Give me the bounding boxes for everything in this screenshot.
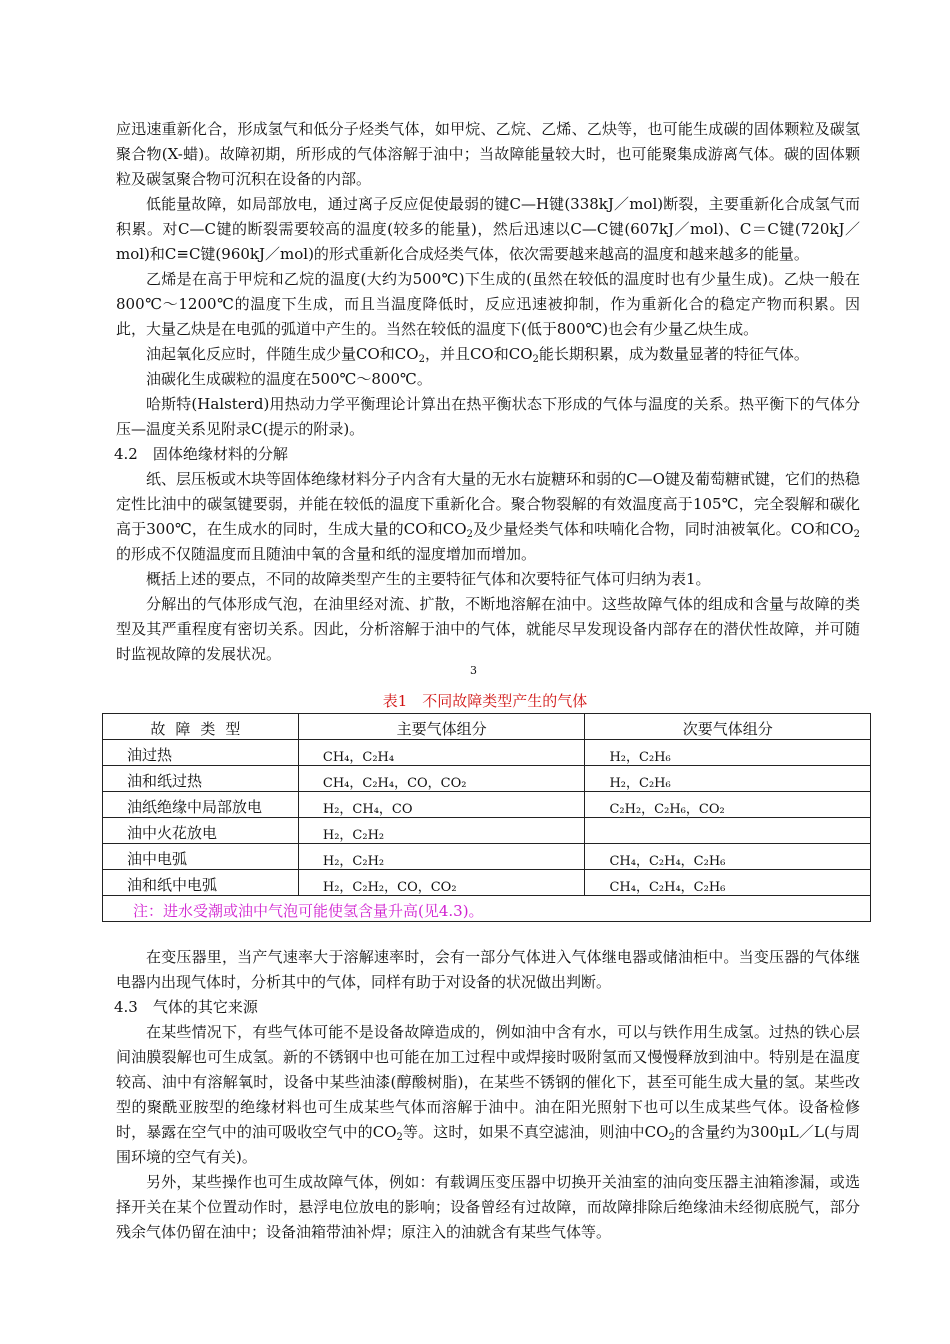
table-row	[103, 740, 871, 766]
paragraph: 概括上述的要点，不同的故障类型产生的主要特征气体和次要特征气体可归纳为表1。	[146, 570, 711, 588]
table-note: 注：进水受潮或油中气泡可能使氢含量升高(见4.3)。	[103, 896, 871, 922]
section-heading: 4.3 气体的其它来源	[114, 998, 258, 1016]
fault-type-cell: 油中火花放电	[103, 818, 299, 844]
paragraph: 另外，某些操作也可生成故障气体，例如：有载调压变压器中切换开关油室的油向变压器主油箱渗漏，或选择开关在某个位置动作时，悬浮电位放电的影响；设备曾经有过故障，而故障排除后绝缘油未经彻底脱气，部分残余气体仍留在油中；设备油箱带油补焊；原注入的油就含有某些气体等。	[116, 1173, 860, 1241]
paragraph: 应迅速重新化合，形成氢气和低分子烃类气体，如甲烷、乙烷、乙烯、乙炔等，也可能生成碳的固体颗粒及碳氢聚合物(X-蜡)。故障初期，所形成的气体溶解于油中；当故障能量较大时，也可能聚集成游离气体。碳的固体颗粒及碳氢聚合物可沉积在设备的内部。	[116, 120, 860, 188]
minor-gas-cell: H₂，C₂H₆	[585, 766, 871, 792]
main-gas-cell: H₂，C₂H₂，CO，CO₂	[298, 870, 585, 896]
fault-gas-table	[102, 713, 871, 922]
fault-type-cell: 油和纸过热	[103, 766, 299, 792]
section-after-table	[116, 945, 860, 1245]
paragraph: 油起氧化反应时，伴随生成少量CO和$CO_2$，并且CO和$CO_2$能长期积累，成为数量显著的特征气体。	[146, 345, 809, 365]
main-gas-cell: H₂，C₂H₂	[298, 818, 585, 844]
fault-type-cell: 油中电弧	[103, 844, 299, 870]
paragraph: 低能量故障，如局部放电，通过离子反应促使最弱的键C—H键(338kJ／mol)断裂，主要重新化合成氢气而积累。对C—C键的断裂需要较高的温度(较多的能量)，然后迅速以C—C键(607kJ／mol)、C＝C键(720kJ／mol)和C≡C键(960kJ／mol)的形式重新化合成烃类气体，依次需要越来越高的温度和越来越多的能量。	[116, 195, 860, 263]
minor-gas-cell: H₂，C₂H₆	[585, 740, 871, 766]
main-gas-cell: CH₄，C₂H₄，CO，CO₂	[298, 766, 585, 792]
fault-type-cell: 油过热	[103, 740, 299, 766]
table-row	[103, 792, 871, 818]
main-gas-cell: H₂，CH₄，CO	[298, 792, 585, 818]
minor-gas-cell	[585, 818, 871, 844]
paragraph: 分解出的气体形成气泡，在油里经对流、扩散，不断地溶解在油中。这些故障气体的组成和含量与故障的类型及其严重程度有密切关系。因此，分析溶解于油中的气体，就能尽早发现设备内部存在的潜伏性故障，并可随时监视故障的发展状况。	[116, 595, 860, 663]
minor-gas-cell: CH₄，C₂H₄，C₂H₆	[585, 870, 871, 896]
paragraph: 在变压器里，当产气速率大于溶解速率时，会有一部分气体进入气体继电器或储油柜中。当变压器的气体继电器内出现气体时，分析其中的气体，同样有助于对设备的状况做出判断。	[116, 948, 860, 991]
table-row	[103, 870, 871, 896]
paragraph: 在某些情况下，有些气体可能不是设备故障造成的，例如油中含有水，可以与铁作用生成氢。过热的铁心层间油膜裂解也可生成氢。新的不锈钢中也可能在加工过程中或焊接时吸附氢而又慢慢释放到油中。特别是在温度较高、油中有溶解氧时，设备中某些油漆(醇酸树脂)，在某些不锈钢的催化下，甚至可能生成大量的氢。某些改型的聚酰亚胺型的绝缘材料也可生成某些气体而溶解于油中。油在阳光照射下也可以生成某些气体。设备检修时，暴露在空气中的油可吸收空气中的$CO_2$等。这时，如果不真空滤油，则油中$CO_2$的含量约为300μL／L(与周围环境的空气有关)。	[116, 1023, 860, 1166]
table-caption: 表1 不同故障类型产生的气体	[382, 692, 588, 710]
page-number: 3	[470, 664, 477, 677]
table-row	[103, 818, 871, 844]
paragraph: 乙烯是在高于甲烷和乙烷的温度(大约为500℃)下生成的(虽然在较低的温度时也有少量生成)。乙炔一般在800℃～1200℃的温度下生成，而且当温度降低时，反应迅速被抑制，作为重新化合的稳定产物而积累。因此，大量乙炔是在电弧的弧道中产生的。当然在较低的温度下(低于800℃)也会有少量乙炔生成。	[116, 270, 860, 338]
paragraph: 哈斯特(Halsterd)用热动力学平衡理论计算出在热平衡状态下形成的气体与温度的关系。热平衡下的气体分压—温度关系见附录C(提示的附录)。	[116, 395, 860, 438]
main-gas-cell: H₂，C₂H₂	[298, 844, 585, 870]
minor-gas-cell: CH₄，C₂H₄，C₂H₆	[585, 844, 871, 870]
column-header: 主要气体组分	[298, 714, 585, 740]
column-header: 故障类型	[103, 714, 299, 740]
table-header-row	[103, 714, 871, 740]
fault-type-cell: 油纸绝缘中局部放电	[103, 792, 299, 818]
fault-type-cell: 油和纸中电弧	[103, 870, 299, 896]
column-header: 次要气体组分	[585, 714, 871, 740]
paragraph: 纸、层压板或木块等固体绝缘材料分子内含有大量的无水右旋糖环和弱的C—O键及葡萄糖甙键，它们的热稳定性比油中的碳氢键要弱，并能在较低的温度下重新化合。聚合物裂解的有效温度高于105℃，完全裂解和碳化高于300℃，在生成水的同时，生成大量的CO和$CO_2$及少量烃类气体和呋喃化合物，同时油被氧化。CO和$CO_2$的形成不仅随温度而且随油中氧的含量和纸的湿度增加而增加。	[116, 470, 860, 563]
main-gas-cell: CH₄，C₂H₄	[298, 740, 585, 766]
table-note-row	[103, 896, 871, 922]
paragraph: 油碳化生成碳粒的温度在500℃～800℃。	[146, 370, 432, 388]
table-row	[103, 766, 871, 792]
minor-gas-cell: C₂H₂，C₂H₆，CO₂	[585, 792, 871, 818]
section-heading: 4.2 固体绝缘材料的分解	[114, 445, 288, 463]
section-41-continued	[116, 117, 860, 667]
table-row	[103, 844, 871, 870]
